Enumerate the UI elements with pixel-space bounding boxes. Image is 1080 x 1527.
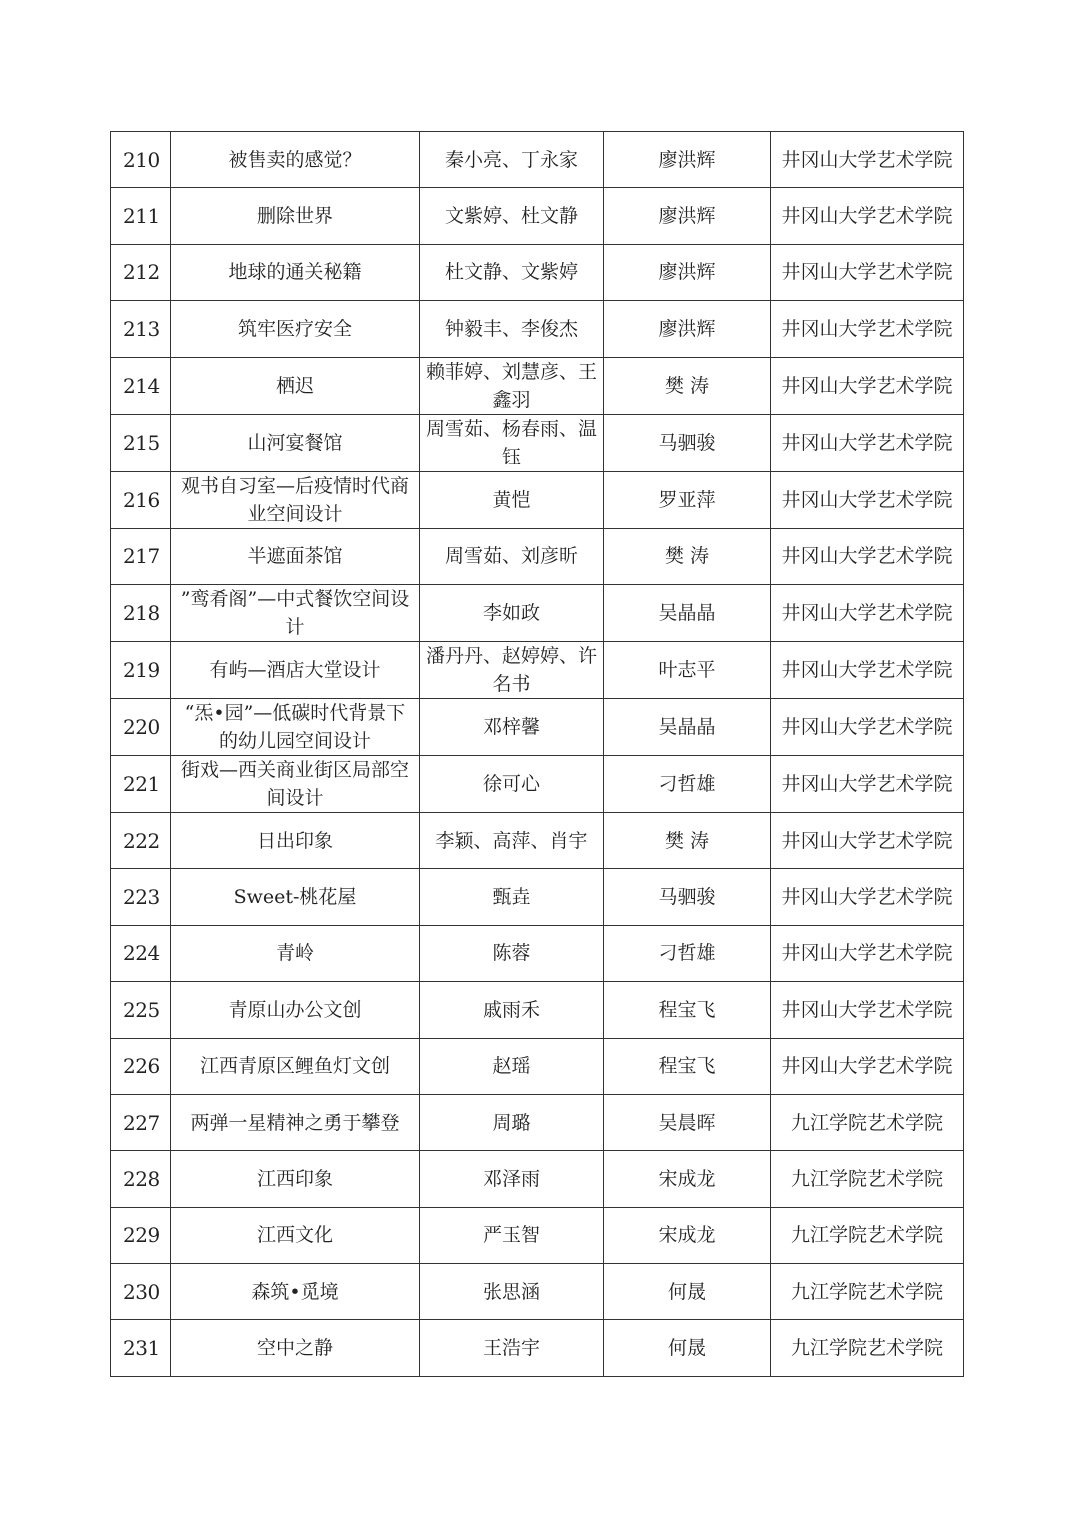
advisor-name: 宋成龙 — [604, 1207, 771, 1263]
advisor-name: 吴晶晶 — [604, 584, 771, 641]
advisor-name: 廖洪辉 — [604, 132, 771, 188]
school-name: 井冈山大学艺术学院 — [771, 357, 964, 414]
row-number: 215 — [111, 414, 171, 471]
work-title: 空中之静 — [171, 1320, 420, 1376]
work-title: ”鸾肴阁”—中式餐饮空间设计 — [171, 584, 420, 641]
table-body — [111, 132, 964, 1377]
table-row — [111, 925, 964, 981]
row-number: 214 — [111, 357, 171, 414]
author-names: 黄恺 — [420, 471, 604, 528]
row-number: 225 — [111, 982, 171, 1038]
advisor-name: 叶志平 — [604, 641, 771, 698]
school-name: 九江学院艺术学院 — [771, 1264, 964, 1320]
work-title: 街戏—西关商业街区局部空间设计 — [171, 755, 420, 812]
table-row — [111, 755, 964, 812]
school-name: 井冈山大学艺术学院 — [771, 982, 964, 1038]
table-row — [111, 1151, 964, 1207]
author-names: 陈蓉 — [420, 925, 604, 981]
advisor-name: 马驷骏 — [604, 414, 771, 471]
work-title: 被售卖的感觉？ — [171, 132, 420, 188]
table-row — [111, 528, 964, 584]
table-row — [111, 698, 964, 755]
work-title: 两弹一星精神之勇于攀登 — [171, 1094, 420, 1150]
advisor-name: 何晟 — [604, 1264, 771, 1320]
row-number: 220 — [111, 698, 171, 755]
work-title: “炁•园”—低碳时代背景下的幼儿园空间设计 — [171, 698, 420, 755]
table-row — [111, 1038, 964, 1094]
school-name: 九江学院艺术学院 — [771, 1207, 964, 1263]
advisor-name: 吴晨晖 — [604, 1094, 771, 1150]
row-number: 222 — [111, 812, 171, 868]
school-name: 井冈山大学艺术学院 — [771, 812, 964, 868]
author-names: 周雪茹、杨春雨、温钰 — [420, 414, 604, 471]
author-names: 李颖、高萍、肖宇 — [420, 812, 604, 868]
school-name: 井冈山大学艺术学院 — [771, 1038, 964, 1094]
work-title: 筑牢医疗安全 — [171, 301, 420, 357]
work-title: 山河宴餐馆 — [171, 414, 420, 471]
author-names: 钟毅丰、李俊杰 — [420, 301, 604, 357]
school-name: 井冈山大学艺术学院 — [771, 244, 964, 300]
author-names: 杜文静、文紫婷 — [420, 244, 604, 300]
author-names: 徐可心 — [420, 755, 604, 812]
table-row — [111, 301, 964, 357]
school-name: 九江学院艺术学院 — [771, 1094, 964, 1150]
table-row — [111, 584, 964, 641]
work-title: 地球的通关秘籍 — [171, 244, 420, 300]
row-number: 212 — [111, 244, 171, 300]
school-name: 井冈山大学艺术学院 — [771, 641, 964, 698]
work-title: 江西印象 — [171, 1151, 420, 1207]
table-row — [111, 869, 964, 925]
school-name: 井冈山大学艺术学院 — [771, 869, 964, 925]
author-names: 秦小亮、丁永家 — [420, 132, 604, 188]
advisor-name: 马驷骏 — [604, 869, 771, 925]
author-names: 邓梓馨 — [420, 698, 604, 755]
row-number: 217 — [111, 528, 171, 584]
school-name: 井冈山大学艺术学院 — [771, 528, 964, 584]
author-names: 赵瑶 — [420, 1038, 604, 1094]
author-names: 戚雨禾 — [420, 982, 604, 1038]
row-number: 216 — [111, 471, 171, 528]
author-names: 潘丹丹、赵婷婷、许名书 — [420, 641, 604, 698]
table-row — [111, 982, 964, 1038]
school-name: 井冈山大学艺术学院 — [771, 414, 964, 471]
advisor-name: 吴晶晶 — [604, 698, 771, 755]
author-names: 邓泽雨 — [420, 1151, 604, 1207]
advisor-name: 何晟 — [604, 1320, 771, 1376]
table-row — [111, 1264, 964, 1320]
work-title: 青岭 — [171, 925, 420, 981]
row-number: 223 — [111, 869, 171, 925]
advisor-name: 宋成龙 — [604, 1151, 771, 1207]
row-number: 226 — [111, 1038, 171, 1094]
work-title: 半遮面茶馆 — [171, 528, 420, 584]
school-name: 井冈山大学艺术学院 — [771, 132, 964, 188]
school-name: 井冈山大学艺术学院 — [771, 698, 964, 755]
work-title: 青原山办公文创 — [171, 982, 420, 1038]
work-title: 删除世界 — [171, 188, 420, 244]
row-number: 211 — [111, 188, 171, 244]
row-number: 218 — [111, 584, 171, 641]
table-row — [111, 357, 964, 414]
author-names: 文紫婷、杜文静 — [420, 188, 604, 244]
school-name: 井冈山大学艺术学院 — [771, 755, 964, 812]
award-list-table — [110, 131, 964, 1377]
table-row — [111, 188, 964, 244]
row-number: 227 — [111, 1094, 171, 1150]
advisor-name: 樊 涛 — [604, 357, 771, 414]
advisor-name: 罗亚萍 — [604, 471, 771, 528]
row-number: 229 — [111, 1207, 171, 1263]
advisor-name: 刁哲雄 — [604, 925, 771, 981]
author-names: 周雪茹、刘彦昕 — [420, 528, 604, 584]
row-number: 224 — [111, 925, 171, 981]
school-name: 井冈山大学艺术学院 — [771, 584, 964, 641]
table-row — [111, 812, 964, 868]
author-names: 甄垚 — [420, 869, 604, 925]
table-row — [111, 471, 964, 528]
school-name: 井冈山大学艺术学院 — [771, 925, 964, 981]
school-name: 井冈山大学艺术学院 — [771, 471, 964, 528]
row-number: 221 — [111, 755, 171, 812]
advisor-name: 樊 涛 — [604, 812, 771, 868]
author-names: 王浩宇 — [420, 1320, 604, 1376]
advisor-name: 樊 涛 — [604, 528, 771, 584]
row-number: 228 — [111, 1151, 171, 1207]
author-names: 赖菲婷、刘慧彦、王鑫羽 — [420, 357, 604, 414]
work-title: 观书自习室—后疫情时代商业空间设计 — [171, 471, 420, 528]
row-number: 219 — [111, 641, 171, 698]
table-row — [111, 1094, 964, 1150]
work-title: 有屿—酒店大堂设计 — [171, 641, 420, 698]
author-names: 周璐 — [420, 1094, 604, 1150]
table-row — [111, 1320, 964, 1376]
work-title: 日出印象 — [171, 812, 420, 868]
table-row — [111, 132, 964, 188]
table-row — [111, 244, 964, 300]
work-title: 江西文化 — [171, 1207, 420, 1263]
row-number: 231 — [111, 1320, 171, 1376]
row-number: 230 — [111, 1264, 171, 1320]
row-number: 210 — [111, 132, 171, 188]
table-row — [111, 1207, 964, 1263]
work-title: 江西青原区鲤鱼灯文创 — [171, 1038, 420, 1094]
advisor-name: 刁哲雄 — [604, 755, 771, 812]
advisor-name: 程宝飞 — [604, 982, 771, 1038]
advisor-name: 程宝飞 — [604, 1038, 771, 1094]
work-title: Sweet-桃花屋 — [171, 869, 420, 925]
table-row — [111, 414, 964, 471]
author-names: 张思涵 — [420, 1264, 604, 1320]
author-names: 李如政 — [420, 584, 604, 641]
school-name: 井冈山大学艺术学院 — [771, 301, 964, 357]
school-name: 九江学院艺术学院 — [771, 1320, 964, 1376]
row-number: 213 — [111, 301, 171, 357]
advisor-name: 廖洪辉 — [604, 301, 771, 357]
work-title: 森筑•觅境 — [171, 1264, 420, 1320]
advisor-name: 廖洪辉 — [604, 244, 771, 300]
school-name: 井冈山大学艺术学院 — [771, 188, 964, 244]
advisor-name: 廖洪辉 — [604, 188, 771, 244]
author-names: 严玉智 — [420, 1207, 604, 1263]
table-row — [111, 641, 964, 698]
work-title: 栖迟 — [171, 357, 420, 414]
school-name: 九江学院艺术学院 — [771, 1151, 964, 1207]
